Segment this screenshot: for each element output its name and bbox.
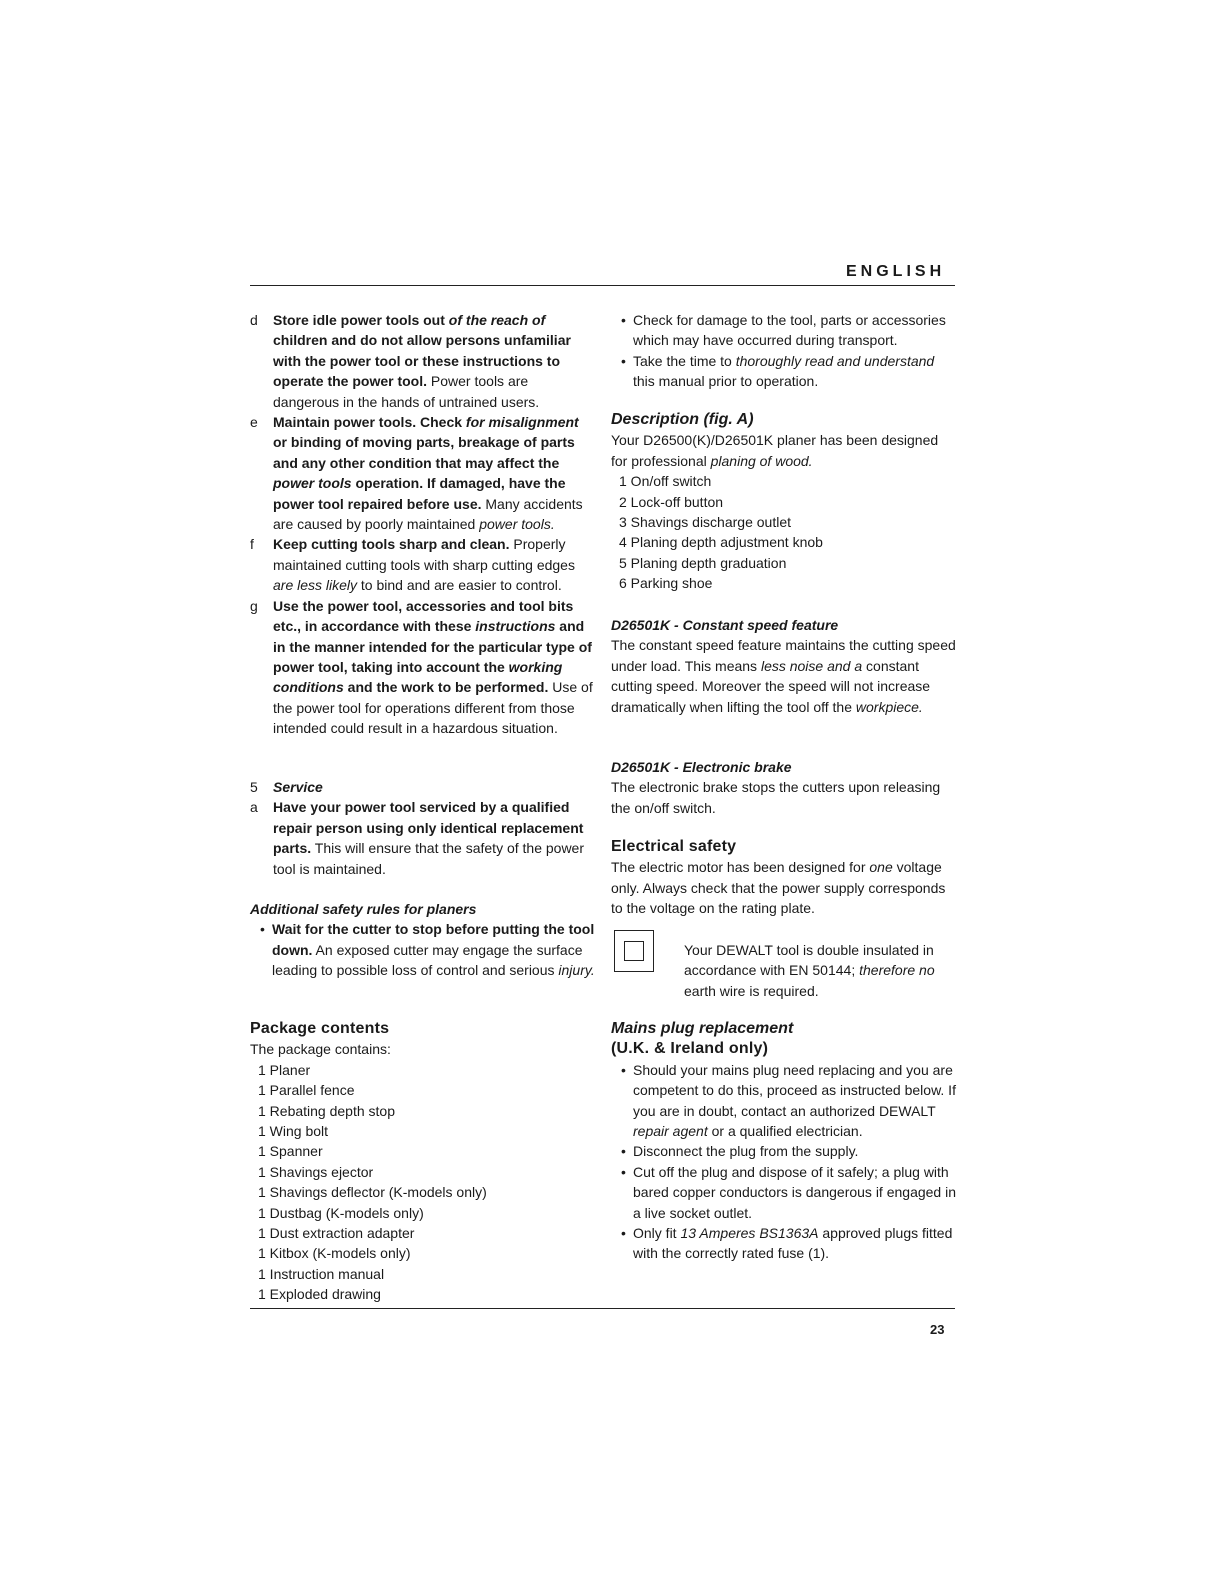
text-run: Check for damage to the tool, parts or accessories which may have occurred during transport. bbox=[633, 312, 946, 349]
mains-bullets bbox=[611, 1060, 956, 1264]
pre-use-bullets bbox=[611, 310, 956, 392]
text-run: Cut off the plug and dispose of it safely; a plug with bared copper conductors is dangerous if engaged in a live socket outlet. bbox=[633, 1163, 956, 1221]
item-letter: g bbox=[250, 597, 258, 614]
brake-section bbox=[611, 757, 956, 818]
text-run: The constant speed feature maintains the cutting speed under load. This means bbox=[611, 637, 956, 674]
text-run: thoroughly read and understand bbox=[735, 352, 935, 369]
text-run: Use the power tool, accessories and tool bits etc., in accordance with these bbox=[273, 597, 574, 635]
constant-speed-text bbox=[611, 635, 956, 717]
bullet-icon: • bbox=[621, 1163, 626, 1180]
bullet-icon: • bbox=[621, 1143, 626, 1160]
bullet-text bbox=[633, 1162, 956, 1223]
text-run: workpiece. bbox=[855, 698, 923, 715]
description-title: Description (fig. A) bbox=[611, 411, 754, 428]
bullet-icon: • bbox=[621, 352, 626, 369]
language-header: ENGLISH bbox=[846, 263, 946, 280]
list-item: 2 Lock-off button bbox=[619, 493, 724, 510]
list-item: 3 Shavings discharge outlet bbox=[619, 514, 791, 531]
service-number: 5 bbox=[250, 779, 258, 795]
list-item: 1 Dustbag (K-models only) bbox=[258, 1204, 424, 1221]
list-item: 1 Dust extraction adapter bbox=[258, 1225, 415, 1242]
text-run: The electric motor has been designed for bbox=[611, 859, 870, 876]
text-run: for misalignment bbox=[465, 414, 579, 431]
text-run: approved plugs fitted with the correctly rated fuse (1). bbox=[633, 1225, 953, 1262]
bullet-icon: • bbox=[621, 1061, 626, 1078]
text-run: planing of wood. bbox=[710, 452, 813, 469]
bullet-text bbox=[633, 1141, 956, 1161]
service-items bbox=[250, 797, 595, 879]
item-letter: d bbox=[250, 312, 258, 328]
mains-subtitle: (U.K. & Ireland only) bbox=[611, 1040, 769, 1058]
item-letter: e bbox=[250, 414, 258, 431]
item-letter: a bbox=[250, 799, 258, 816]
text-run: Keep cutting tools sharp and clean. bbox=[273, 536, 510, 553]
text-run: less noise and a bbox=[760, 657, 863, 674]
list-item: 6 Parking shoe bbox=[619, 575, 713, 592]
text-run: Your D26500(K)/D26501K planer has been designed for professional bbox=[611, 432, 939, 469]
text-run: voltage only. Always check that the power supply corresponds to the voltage on the rating plate. bbox=[611, 859, 946, 917]
list-item: 1 Kitbox (K-models only) bbox=[258, 1245, 411, 1262]
mains-title: Mains plug replacement bbox=[611, 1020, 794, 1037]
text-run: one bbox=[869, 859, 893, 876]
bullet-text bbox=[633, 351, 956, 392]
text-run: instructions bbox=[475, 618, 556, 635]
list-item bbox=[250, 797, 595, 879]
text-run: Your DEWALT tool is double insulated in accordance with EN 50144; bbox=[684, 942, 934, 979]
page-number: 23 bbox=[930, 1322, 945, 1337]
text-run: power tools. bbox=[479, 516, 555, 533]
brake-title: D26501K - Electronic brake bbox=[611, 759, 792, 775]
brake-text: The electronic brake stops the cutters upon releasing the on/off switch. bbox=[611, 779, 941, 816]
text-run: are less likely bbox=[273, 577, 358, 594]
list-item: 1 Rebating depth stop bbox=[258, 1102, 395, 1119]
text-run: children and do not allow persons unfamiliar with the power tool or these instructions to operate the power tool. bbox=[273, 332, 571, 390]
text-run: Disconnect the plug from the supply. bbox=[633, 1143, 859, 1160]
electrical-text bbox=[611, 857, 956, 918]
parts-list bbox=[611, 471, 956, 593]
text-run: of the reach of bbox=[448, 312, 546, 328]
text-run: Use of the power tool for operations different from those intended could result in a hazardous situation. bbox=[273, 679, 593, 737]
item-text bbox=[273, 534, 595, 595]
list-item bbox=[250, 412, 595, 534]
list-item: 1 Shavings ejector bbox=[258, 1163, 374, 1180]
list-item: 5 Planing depth graduation bbox=[619, 554, 787, 571]
bullet-icon: • bbox=[260, 921, 265, 938]
list-item: 1 On/off switch bbox=[619, 473, 712, 490]
double-insulation-icon bbox=[614, 930, 654, 972]
list-item: 1 Parallel fence bbox=[258, 1082, 355, 1099]
text-run: therefore no bbox=[859, 962, 935, 979]
list-item: 1 Spanner bbox=[258, 1143, 323, 1160]
service-title: Service bbox=[273, 779, 323, 795]
text-run: Wait for the cutter to stop before putting the tool down. bbox=[272, 921, 595, 958]
text-run: working conditions bbox=[273, 658, 563, 696]
additional-title: Additional safety rules for planers bbox=[250, 901, 477, 917]
text-run: Should your mains plug need replacing and you are competent to do this, proceed as instructed below. If you are in doubt, contact an authorized DEWALT bbox=[633, 1061, 956, 1119]
text-run: and in the manner intended for the particular type of power tool, taking into account the bbox=[273, 618, 592, 675]
item-text bbox=[273, 310, 595, 412]
text-run: this manual prior to operation. bbox=[633, 373, 819, 390]
text-run: and the work to be performed. bbox=[343, 679, 549, 696]
bullet-text bbox=[633, 1223, 956, 1264]
header-rule bbox=[250, 285, 955, 286]
constant-speed-section bbox=[611, 615, 956, 717]
text-run: Maintain power tools. Check bbox=[273, 414, 466, 431]
safety-items bbox=[250, 310, 595, 739]
text-run: 13 Amperes BS1363A bbox=[680, 1225, 819, 1242]
description-section bbox=[611, 410, 956, 594]
text-run: Power tools are dangerous in the hands of untrained users. bbox=[273, 373, 540, 410]
description-intro bbox=[611, 430, 956, 471]
additional-bullet-text bbox=[272, 919, 595, 980]
footer-rule bbox=[250, 1308, 955, 1309]
text-run: Many accidents are caused by poorly maintained bbox=[273, 495, 583, 533]
text-run: or a qualified electrician. bbox=[707, 1123, 863, 1140]
item-letter: f bbox=[250, 536, 254, 553]
list-item bbox=[250, 534, 595, 595]
bullet-item bbox=[611, 1060, 956, 1142]
text-run: Have your power tool serviced by a qualified repair person using only identical replacement parts. bbox=[273, 799, 584, 857]
text-run: Take the time to bbox=[633, 352, 736, 369]
package-contents bbox=[250, 1019, 595, 1305]
text-run: operation. If damaged, have the power tool repaired before use. bbox=[273, 475, 566, 512]
text-run: earth wire is required. bbox=[684, 982, 819, 999]
text-run: An exposed cutter may engage the surface leading to possible loss of control and serious bbox=[272, 941, 583, 979]
electrical-safety-section bbox=[611, 837, 956, 919]
list-item: 1 Wing bolt bbox=[258, 1123, 329, 1140]
text-run: Store idle power tools out bbox=[273, 312, 449, 328]
double-insulated-text bbox=[684, 940, 956, 1001]
text-run: to bind and are easier to control. bbox=[357, 577, 562, 594]
list-item bbox=[250, 310, 595, 412]
text-run: injury. bbox=[558, 962, 595, 979]
list-item: 4 Planing depth adjustment knob bbox=[619, 534, 823, 551]
service-section bbox=[250, 777, 595, 879]
text-run: This will ensure that the safety of the power tool is maintained. bbox=[273, 840, 585, 877]
list-item: 1 Shavings deflector (K-models only) bbox=[258, 1184, 487, 1201]
bullet-item bbox=[611, 310, 956, 351]
text-run: Properly maintained cutting tools with sharp cutting edges bbox=[273, 536, 575, 573]
additional-rules bbox=[250, 899, 595, 981]
bullet-text bbox=[633, 1060, 956, 1142]
list-item: 1 Planer bbox=[258, 1061, 311, 1078]
package-intro: The package contains: bbox=[250, 1041, 391, 1058]
item-text bbox=[273, 596, 595, 739]
bullet-item bbox=[611, 1162, 956, 1223]
mains-plug-section bbox=[611, 1019, 956, 1264]
bullet-text bbox=[633, 310, 956, 351]
bullet-item bbox=[611, 1141, 956, 1161]
list-item: 1 Exploded drawing bbox=[258, 1286, 381, 1303]
constant-speed-title: D26501K - Constant speed feature bbox=[611, 617, 839, 633]
item-text bbox=[273, 797, 595, 879]
text-run: or binding of moving parts, breakage of parts and any other condition that may affect the bbox=[273, 434, 575, 471]
list-item: 1 Instruction manual bbox=[258, 1265, 385, 1282]
bullet-item bbox=[611, 1223, 956, 1264]
text-run: Only fit bbox=[633, 1225, 681, 1242]
list-item bbox=[250, 596, 595, 739]
package-title: Package contents bbox=[250, 1020, 390, 1037]
electrical-title: Electrical safety bbox=[611, 838, 737, 855]
text-run: constant cutting speed. Moreover the speed will not increase dramatically when lifting the tool off the bbox=[611, 657, 931, 715]
bullet-icon: • bbox=[621, 1225, 626, 1242]
text-run: repair agent bbox=[633, 1123, 708, 1140]
package-list bbox=[250, 1060, 595, 1305]
text-run: power tools bbox=[273, 475, 352, 492]
item-text bbox=[273, 412, 595, 534]
bullet-item bbox=[611, 351, 956, 392]
bullet-icon: • bbox=[621, 312, 626, 328]
